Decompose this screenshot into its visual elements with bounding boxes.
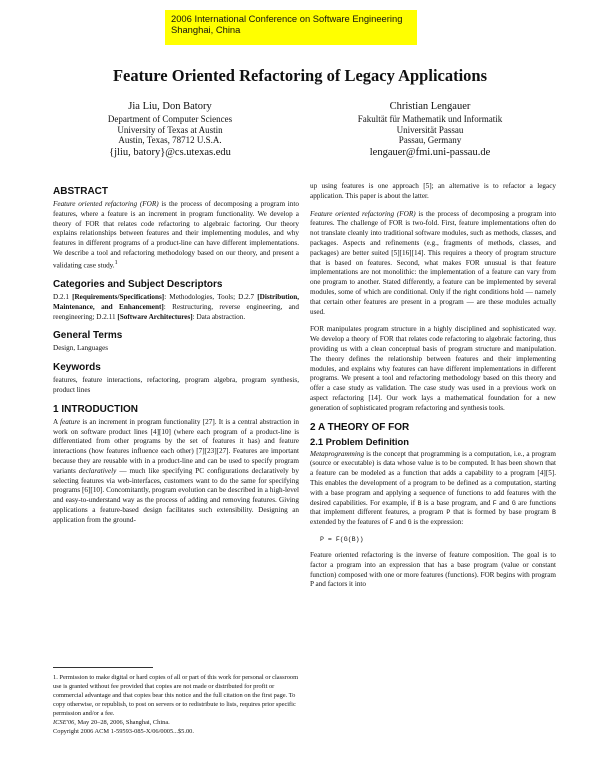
author-name-1: Jia Liu, Don Batory [128,101,212,112]
abstract-text: Feature oriented refactoring (FOR) is the process of decomposing a program into features, where a feature is an increment in program functionality. We develop a theory of FOR that relates code refactoring to algebraic factoring. Our theory explains relationships between features and their implementing modules, and why features in different programs of a product-line can have different implementations. We describe a tool and refactoring methodology based on our theory, and present a validating case study.$^1$ [53,200,299,270]
composition-formula: P = F(G(B)) [320,535,364,543]
author-affiliation-1b: University of Texas at Austin [117,124,223,135]
introduction-paragraph-2: Feature oriented refactoring (FOR) is the process of decomposing a program into features. The challenge of FOR is two-fold. First, feature implementations often do not translate cleanly into traditional software modules, such as methods, classes, and packages. Aspects and refinements (e.g., fragments of methods, classes, and packages) are better suited [5][16][14]. This requires a theory of program structure that is based on features. Second, what makes FOR unusual is that feature implementations are not monolithic: the implementation of a feature can vary from one program to another. Stated differently, a feature can be implemented by several modules, some of which are conditional. Only if the right conditions hold — namely that certain other features are present in a program — are these modules actually used. [310,209,556,316]
banner-line-2: Shanghai, China [171,24,241,35]
introduction-paragraph-1: A feature is an increment in program functionality [27]. It is a central abstraction in work on software product lines [4][10] (where each program of a product-line is differentiated from other programs by the set of features it has) and feature interactions (how features influence each other) [7][23][27]. Features are important because they are reusable with in a product-line and can be used to specify program variants declaratively — much like specifying PC configurations declaratively by selecting features via web-interfaces, customers want to do the same for specifying programs [6][10]. Concomitantly, program evolution can be described in a high-level and easy-to-understand way as the process of adding and removing features. Giving applications a feature-based design facilitates such extensibility. Designing an application from the ground- [53,417,299,524]
footnote-copyright: Copyright 2006 ACM 1-59593-085-X/06/0005...$5.00. [53,728,194,735]
theory-paragraph-1: Metaprogramming is the concept that programming is a computation, i.e., a program (source or executable) is data whose value is to be computed. It has been shown that a feature can be modeled as a function that adds a capability to a program [4][5]. This enables the development of a program to be defined as a computation, starting with a base program and applying a sequence of functions to add features with the desired capabilities. For example, if B is a base program, and F and G are functions that implement different features, a program P that is formed by base program B extended by the features of F and G is the expression: [310,449,556,527]
general-terms-heading: General Terms [53,330,123,342]
categories-heading: Categories and Subject Descriptors [53,278,223,290]
author-block-2 [335,100,525,159]
author-email-2: lengauer@fmi.uni-passau.de [369,146,491,158]
footnote-mark: 1 [114,259,118,266]
introduction-continued: up using features is one approach [5]; an alternative is to refactor a legacy application. This paper is about the latter. [310,182,556,200]
introduction-paragraph-3: FOR manipulates program structure in a highly disciplined and sophisticated way. We develop a theory of FOR that relates code refactoring to algebraic factoring, thus providing us with a clean conceptual basis of program structure and manipulation. The theory defines the relationship between features and their implementing modules, and explains why features can have different implementations in different programs. We present a tool and refactoring methodology based on this theory and offer a case study as validation. The case study was used in a previous work on aspect refactoring [14]. Our work lays a mathematical foundation for a new generation of sophisticated program refactoring and synthesis tools. [310,325,556,412]
footnote-venue: ICSE'06, May 20–28, 2006, Shanghai, China. [53,719,170,726]
banner-line-1: 2006 International Conference on Software Engineering [171,13,403,24]
conference-banner [165,10,417,45]
paper-title: Feature Oriented Refactoring of Legacy Applications [112,66,488,85]
problem-definition-heading: 2.1 Problem Definition [310,435,409,447]
keywords-text: features, feature interactions, refactoring, program algebra, program synthesis, product lines [53,376,299,394]
introduction-heading: 1 INTRODUCTION [53,403,138,415]
footnote-divider [53,667,153,668]
author-affiliation-2c: Passau, Germany [398,135,462,146]
footnote [53,667,299,736]
abstract-heading: ABSTRACT [53,186,108,197]
keywords-heading: Keywords [53,362,101,374]
author-block-1 [95,100,245,159]
left-column [53,182,299,534]
author-affiliation-1a: Department of Computer Sciences [107,114,233,124]
author-affiliation-2a: Fakultät für Mathematik und Informatik [357,114,503,124]
author-affiliation-2b: Universität Passau [396,124,464,135]
right-column [310,182,556,598]
footnote-permission: 1. Permission to make digital or hard copies of all or part of this work for personal or classroom use is granted without fee provided that copies are not made or distributed for profit or commercial advantage and that copies bear this notice and the full citation on the first page. To copy otherwise, or republish, to post on servers or to redistribute to lists, requires prior specific permission and/or a fee. [53,674,299,717]
general-terms-text: Design, Languages [53,344,109,353]
author-name-2: Christian Lengauer [389,101,471,112]
abstract-term: Feature oriented refactoring (FOR) [53,200,159,208]
theory-heading: 2 A THEORY OF FOR [310,421,410,433]
author-affiliation-1c: Austin, Texas, 78712 U.S.A. [118,135,222,146]
author-email-1: {jliu, batory}@cs.utexas.edu [109,146,231,158]
categories-text: D.2.1 [Requirements/Specifications]: Methodologies, Tools; D.2.7 [Distribution, Maintenance, and Enhancement]: Restructuring, reverse engineering, and reengineering; D.2.11 [Software Architectures]: Data abstraction. [53,292,299,321]
theory-paragraph-2: Feature oriented refactoring is the inverse of feature composition. The goal is to factor a program into an expression that has a base program (value or constant function) composed with one or more features (functions). FOR begins with program P and factors it into [310,550,556,589]
